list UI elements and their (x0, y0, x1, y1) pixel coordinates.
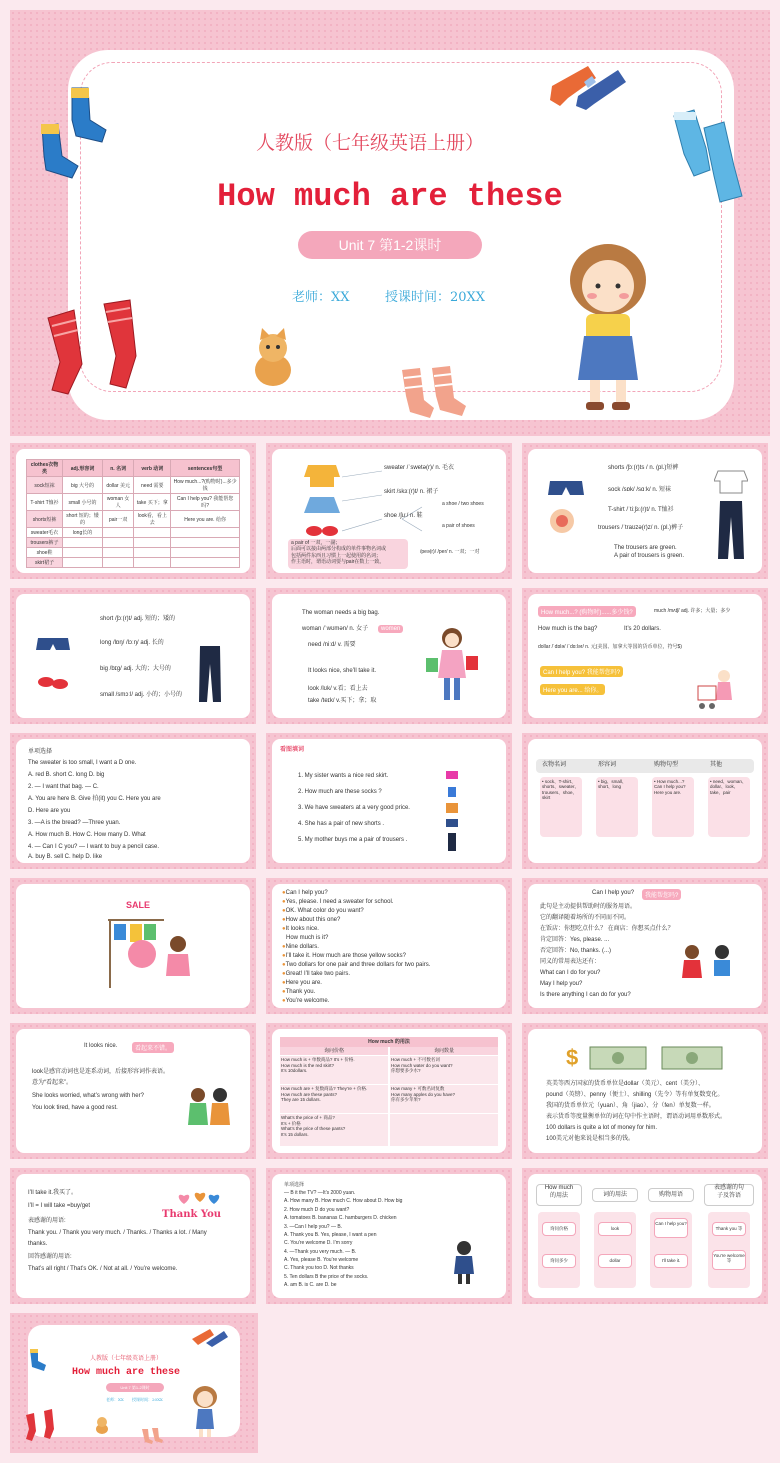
slide-card (528, 449, 762, 573)
review-item: look (598, 1222, 632, 1236)
slide-sale[interactable] (10, 878, 256, 1014)
fill-line: 5. My mother buys me a pair of trousers . (298, 837, 408, 843)
dialogue-line: ●Nine dollars. (282, 944, 319, 950)
slide-card (272, 884, 506, 1008)
cover-time: 授课时间：20XX (385, 290, 486, 305)
slide-card (528, 1029, 762, 1153)
word-pair: /peə(r)/ /per/ n. 一双；一对 (420, 549, 480, 555)
review-head: 表感谢的句 子及答语 (704, 1184, 754, 1206)
explain-line: 意为“看起来”。 (32, 1080, 72, 1086)
tag-women: women (378, 625, 403, 633)
blue-socks-illustration (36, 86, 116, 186)
table-row: skirt裙子 (27, 558, 240, 568)
quiz-line: — B it the TV? —It’s 2000 yuan. (284, 1190, 356, 1196)
slide-summary-flow[interactable] (522, 733, 768, 869)
explain-title: It looks nice. (84, 1043, 118, 1049)
word-short: short /ʃɔː(r)t/ adj. 短的；矮的 (100, 616, 176, 622)
explain-line: 此句是主动提供帮助时的服务用语。 (540, 904, 637, 910)
slide-can-i-help[interactable] (522, 878, 768, 1014)
shorts-shoes-illustration (36, 634, 70, 694)
tag-can-i-help: Can I help you? 我能帮您吗? (540, 666, 623, 677)
slide-card (528, 739, 762, 863)
mini-girl-illustration (190, 1385, 220, 1441)
review-item: You’re welcome 等 (712, 1250, 746, 1270)
slide-woman-need[interactable] (266, 588, 512, 724)
table-row: shoe鞋 (27, 548, 240, 558)
explain-line: May I help you? (540, 981, 583, 987)
tag-here-you-are: Here you are... 给你。 (540, 684, 605, 695)
slide-sweater-skirt-shoe[interactable] (266, 443, 512, 579)
table-header: n. 名词 (102, 460, 133, 477)
slide-card (272, 1174, 506, 1298)
review-item: Can I help you? (654, 1218, 688, 1238)
explain-line: 否定回答：No, thanks. (...) (540, 948, 612, 954)
trousers-illustration (198, 644, 222, 704)
dialogue-line: ●Two dollars for one pair and three dollars for two pairs. (282, 962, 431, 968)
sale-sign: SALE (126, 900, 151, 910)
slide-how-much[interactable] (522, 588, 768, 724)
hearts-decoration (176, 1188, 222, 1208)
usage-title: How much 的用法 (280, 1037, 498, 1047)
quiz-line: D. Here are you (28, 808, 71, 814)
phrase-line: That’s all right / That’s OK. / Not at all. / You’re welcome. (28, 1266, 178, 1272)
flow-column: 其他 (710, 762, 723, 768)
currency-line: 表示货币等度量衡单位的词在句中作主语时，谓语动词用单数形式。 (546, 1114, 727, 1120)
mini-time: 授课时间：20XX (132, 1397, 163, 1402)
word-shorts: shorts /ʃɔː(r)ts / n. (pl.)短裤 (608, 465, 679, 471)
phrase-line: 回答感谢的用语: (28, 1254, 72, 1260)
table-header: adj.形容词 (63, 460, 103, 477)
dialogue-line: How much is it? (286, 935, 329, 941)
fill-line: 2. How much are these socks ? (298, 789, 382, 795)
cat-illustration (250, 328, 296, 388)
word-woman: woman /ˈwʊmən/ n. 女子 (302, 626, 369, 632)
slide-take-it[interactable] (10, 1168, 256, 1304)
table-row: shorts短裤 short 短的；矮的 pair一双 look看，看上去 Here you are. 给你 (27, 511, 240, 528)
dialogue-line: ●Great! I’ll take two pairs. (282, 971, 350, 977)
slide-dialogue[interactable] (266, 878, 512, 1014)
word-sweater: sweater /ˈswetə(r)/ n. 毛衣 (384, 465, 455, 471)
slide-it-looks-nice[interactable] (10, 1023, 256, 1159)
word-small: small /smɔːl/ adj. 小的；小号的 (100, 692, 183, 698)
striped-socks-illustration (394, 366, 474, 426)
quiz-line: A. Yes, please B. You’re welcome (284, 1257, 359, 1263)
explain-tag: 我能帮您吗? (642, 889, 681, 900)
quiz-line: 2. — I want that bag. — C. (28, 784, 99, 790)
quiz-line: A. You are here B. Give 拍(it) you C. Here you are (28, 796, 161, 802)
explain-line: 同义的常用表达还有： (540, 959, 601, 965)
phrase-line: Thank you. / Thank you very much. / Thanks. / Thanks a lot. / Many (28, 1230, 207, 1236)
quiz-line: A. buy B. sell C. help D. like (28, 854, 103, 860)
quiz-line: 4. —Thank you very much. — B. (284, 1249, 357, 1255)
dialogue-line: ●It looks nice. (282, 926, 319, 932)
phrase-line: 表感谢的用语: (28, 1218, 66, 1224)
slide-quiz-1[interactable] (10, 733, 256, 869)
kids-illustration (184, 1085, 234, 1131)
slide-card (528, 1174, 762, 1298)
dialogue-line: ●Here you are. (282, 980, 322, 986)
answer-price: It’s 20 dollars. (624, 626, 661, 632)
quiz-line: 3. —Can I help you? — B. (284, 1224, 343, 1230)
usage-cell: How much are + 复数商品? They’re + 价格. How much are these pants? They are 15 dollars. (280, 1085, 388, 1113)
word-much: much /mʌtʃ/ adj. 许多；大量；多少 (654, 608, 731, 614)
explain-line: look是感官动词也是连系动词，后接形容词作表语。 (32, 1069, 170, 1075)
slide-shorts-sock[interactable] (522, 443, 768, 579)
table-header: clothes衣物类 (27, 460, 63, 477)
word-take: take /teɪk/ v.买下；拿；取 (308, 698, 377, 704)
table-row: sweater毛衣 long长的 (27, 528, 240, 538)
slide-card (528, 594, 762, 718)
pair-note: a pair of 一双，一副； 后面可以接由两部分构成的单件事物名词或 包括两件东西且习惯上一起使用的名词； 作主语时，谓语动词要与pair在数上一致。 (288, 539, 408, 569)
tshirt-trousers-illustration (714, 467, 748, 563)
usage-cell: How many + 可数名词复数 How many apples do you have? 你有多少苹果? (390, 1085, 498, 1113)
fill-line: 3. We have sweaters at a very good price. (298, 805, 410, 811)
quiz-line: C. You’re welcome D. I’m sorry (284, 1240, 353, 1246)
slide-vocab-table[interactable] (10, 443, 256, 579)
explain-line: Is there anything I can do for you? (540, 992, 631, 998)
currency-line: pound（英镑）、penny（便士）、shilling（先令）等有单复数变化。 (546, 1092, 724, 1098)
review-item: 询问多少 (542, 1254, 576, 1268)
cover-publisher: 人教版（七年级英语上册） (256, 132, 485, 154)
quiz-line: 3. —A is the bread? —Three yuan. (28, 820, 121, 826)
flow-column: 形容词 (598, 762, 617, 768)
light-blue-socks-illustration (670, 106, 750, 216)
mini-teacher: 老师：XX (106, 1397, 124, 1402)
word-sock: sock /sɒk/ /sɑːk/ n. 短袜 (608, 487, 672, 493)
word-skirt: skirt /skɜː(r)t/ n. 裙子 (384, 489, 439, 495)
dollar-bills-illustration (566, 1043, 726, 1073)
slide-card (272, 739, 506, 863)
usage-cell: What’s the price of + 商品? It’s + 价格 What’s the price of these pants? It’s 15 dollars. (280, 1114, 388, 1146)
explain-title: Can I help you? (592, 890, 635, 896)
flow-box: • How much...? Can I help you? Here you are. (652, 777, 694, 837)
flow-box: • need、woman、dollar、look、take、pair (708, 777, 750, 837)
phrase-line: I’ll = I will take =buy/get (28, 1203, 91, 1209)
clothes-illustration (302, 461, 342, 541)
svg-text:$: $ (566, 1045, 579, 1070)
mini-title: How much are these (72, 1367, 181, 1378)
slide-adjectives[interactable] (10, 588, 256, 724)
word-look: look /lʊk/ v.看；看上去 (308, 686, 368, 692)
word-need: need /niːd/ v. 需要 (308, 642, 356, 648)
shopping-cart-illustration (696, 668, 736, 712)
usage-h1: 询问价格 (280, 1047, 388, 1055)
flow-box: • big、small、short、long (596, 777, 638, 837)
word-long: long /lɒŋ/ /lɔːŋ/ adj. 长的 (100, 640, 164, 646)
argyle-socks-illustration (548, 56, 628, 112)
word-dollar: dollar /ˈdɒlə/ /ˈdɑːlər/ n. 元(美国、加拿大等国的货币单位，符号$) (538, 644, 682, 650)
slide-card (16, 1174, 250, 1298)
quiz-line: A. red B. short C. long D. big (28, 772, 105, 778)
clothes-icons (442, 769, 462, 853)
sentence-green1: The trousers are green. (614, 545, 677, 551)
cover-title-text: How much are these (217, 178, 563, 215)
review-head: 词的用法 (592, 1188, 638, 1202)
sentence-green2: A pair of trousers is green. (614, 553, 685, 559)
shorts-sock-illustration (546, 477, 586, 537)
shopkeeper-illustration (678, 944, 738, 988)
mini-socks-illustration (190, 1325, 230, 1349)
word-shoe: shoe /ʃuː/ n. 鞋 (384, 513, 423, 519)
explain-line: 它的翻译随着场所的不同而不同。 (540, 915, 631, 921)
quiz-line: C. Thank you too D. Not thanks (284, 1265, 354, 1271)
review-head: 购物用语 (648, 1188, 694, 1202)
slide-card (528, 884, 762, 1008)
currency-line: 100 dollars is quite a lot of money for him. (546, 1125, 658, 1131)
table-header: verb 动词 (134, 460, 171, 477)
word-trousers: trousers /ˈtraʊzə(r)z/ n. (pl.)裤子 (598, 525, 684, 531)
sentence-woman-bag: The woman needs a big bag. (302, 610, 380, 616)
cover-slide[interactable] (10, 10, 770, 436)
table-header: sentences句型 (171, 460, 240, 477)
explain-line: You look tired, have a good rest. (32, 1105, 118, 1111)
slide-card (272, 449, 506, 573)
slide-card (272, 594, 506, 718)
usage-h2: 询问数量 (390, 1047, 498, 1055)
table-row: T-shirt T恤衫 small 小号的 woman 女人 take 买下；拿 Can I help you? 我能帮您吗? (27, 494, 240, 511)
currency-line: 100美元对他来说是相当多的钱。 (546, 1136, 635, 1142)
dialogue-line: ●Thank you. (282, 989, 316, 995)
table-row: trousers裤子 (27, 538, 240, 548)
explain-line: 在饭店：你想吃点什么？ 在商店：你想买点什么？ (540, 926, 674, 932)
word-pair-shoes: a pair of shoes (442, 523, 475, 529)
dialogue-line: ●You’re welcome. (282, 998, 330, 1004)
review-item: dollar (598, 1254, 632, 1268)
flow-column: 衣物名词 (542, 762, 567, 768)
fill-heading: 看图填词 (280, 747, 305, 753)
red-socks-illustration (38, 296, 158, 406)
review-head: How much 的用法 (536, 1184, 582, 1206)
slide-quiz-2[interactable] (266, 1168, 512, 1304)
quiz-line: 2. How much D do you want? (284, 1207, 350, 1213)
cover-unit-pill: Unit 7 第1-2课时 (298, 231, 482, 259)
fill-line: 1. My sister wants a nice red skirt. (298, 773, 389, 779)
word-tshirt: T-shirt /ˈtiːʃɜː(r)t/ n. T恤衫 (608, 507, 674, 513)
phrase-line: thanks. (28, 1241, 48, 1247)
quiz-line: A. Thank you B. Yes, please, I want a pen (284, 1232, 377, 1238)
explain-line: What can I do for you? (540, 970, 601, 976)
dialogue-line: ●I’ll take it. How much are those yellow socks? (282, 953, 407, 959)
slide-card (16, 449, 250, 573)
usage-cell: How much is + 单数商品? It’s + 价格. How much is the red skirt? It’s 10dollars. (280, 1056, 388, 1084)
usage-cell: How much + 不可数名词 How much water do you want? 你想要多少水? (390, 1056, 498, 1084)
thank-you-art: Thank You (162, 1209, 222, 1220)
flow-column: 购物句型 (654, 762, 679, 768)
dialogue-line: ●Yes, please. I need a sweater for school. (282, 899, 394, 905)
quiz-line: 5. Ten dollars B the price of the socks. (284, 1274, 369, 1280)
quiz-line: 4. — Can I C you? — I want to buy a pencil case. (28, 844, 160, 850)
slide-fill-words[interactable] (266, 733, 512, 869)
girl-illustration (558, 240, 658, 416)
table-row: sock短袜 big 大号的 dollar 美元 need 需要 How much...?(购物时)...多少钱 (27, 477, 240, 494)
explain-line: 肯定回答：Yes, please. ... (540, 937, 610, 943)
quiz-line: A. How much B. How C. How many D. What (28, 832, 146, 838)
phrase-line: I’ll take it.我买了。 (28, 1190, 78, 1196)
review-item: I’ll take it. (654, 1254, 688, 1268)
slide-review-map[interactable] (522, 1168, 768, 1304)
slide-closing-cover[interactable] (10, 1313, 258, 1453)
slide-card (16, 1029, 250, 1153)
slide-card (16, 594, 250, 718)
currency-line: 我国的货币单位元（yuan）、角（jiao）、分（fen）单复数一样。 (546, 1103, 715, 1109)
quiz-line: The sweater is too small, I want a D one. (28, 760, 137, 766)
slide-how-much-usage[interactable] (266, 1023, 512, 1159)
quiz-heading: 单项选择 (28, 749, 53, 755)
cover-title (170, 176, 610, 218)
vocab-table (26, 459, 240, 568)
tag-how-much: How much...? (购物时)......多少钱? (538, 606, 636, 617)
quiz-line: A. am B. is C. are D. be (284, 1282, 337, 1288)
dialogue-line: ●Can I help you? (282, 890, 328, 896)
dialogue-line: ●How about this one? (282, 917, 341, 923)
mini-socks-illustration (20, 1347, 50, 1377)
word-big: big /bɪɡ/ adj. 大的；大号的 (100, 666, 171, 672)
mini-publisher: 人教版（七年级英语上册） (90, 1355, 163, 1362)
quiz-line: A. How many B. How much C. How about D. How big (284, 1198, 403, 1204)
mini-striped-socks-illustration (140, 1427, 164, 1445)
mini-red-socks-illustration (24, 1409, 60, 1445)
slide-card (16, 884, 250, 1008)
sentence-looks-nice: It looks nice, she’ll take it. (308, 668, 377, 674)
fill-line: 4. She has a pair of new shorts . (298, 821, 385, 827)
explain-line: She looks worried, what’s wrong with her? (32, 1093, 144, 1099)
quiz-line: 单项选择 (284, 1182, 305, 1188)
dialogue-line: ●OK. What color do you want? (282, 908, 364, 914)
quiz-line: A. tomatoes B. bananas C. hamburgers D. chicken (284, 1215, 397, 1221)
slide-card (272, 1029, 506, 1153)
student-illustration (452, 1240, 476, 1286)
flow-box: • sock、T-shirt、shorts、sweater、trousers、shoe、skirt (540, 777, 582, 837)
currency-line: 英美等西方国家的货币单位是dollar（美元）、cent（美分）、 (546, 1081, 705, 1087)
cover-teacher: 老师：XX (292, 290, 350, 305)
mini-unit-pill: Unit 7 第1-2课时 (106, 1383, 164, 1392)
usage-cell-empty (390, 1114, 498, 1146)
review-item: Thank you 等 (712, 1222, 746, 1236)
word-shoes: a shoe / two shoes (442, 501, 484, 507)
clothes-rack-illustration (104, 914, 194, 994)
slide-card (16, 739, 250, 863)
mini-cat-illustration (94, 1415, 110, 1435)
question-bag: How much is the bag? (538, 626, 598, 632)
review-item: 询问价格 (542, 1222, 576, 1236)
slide-currency[interactable] (522, 1023, 768, 1159)
explain-tag: 看起来不错。 (132, 1042, 174, 1053)
shopping-woman-illustration (422, 624, 482, 704)
